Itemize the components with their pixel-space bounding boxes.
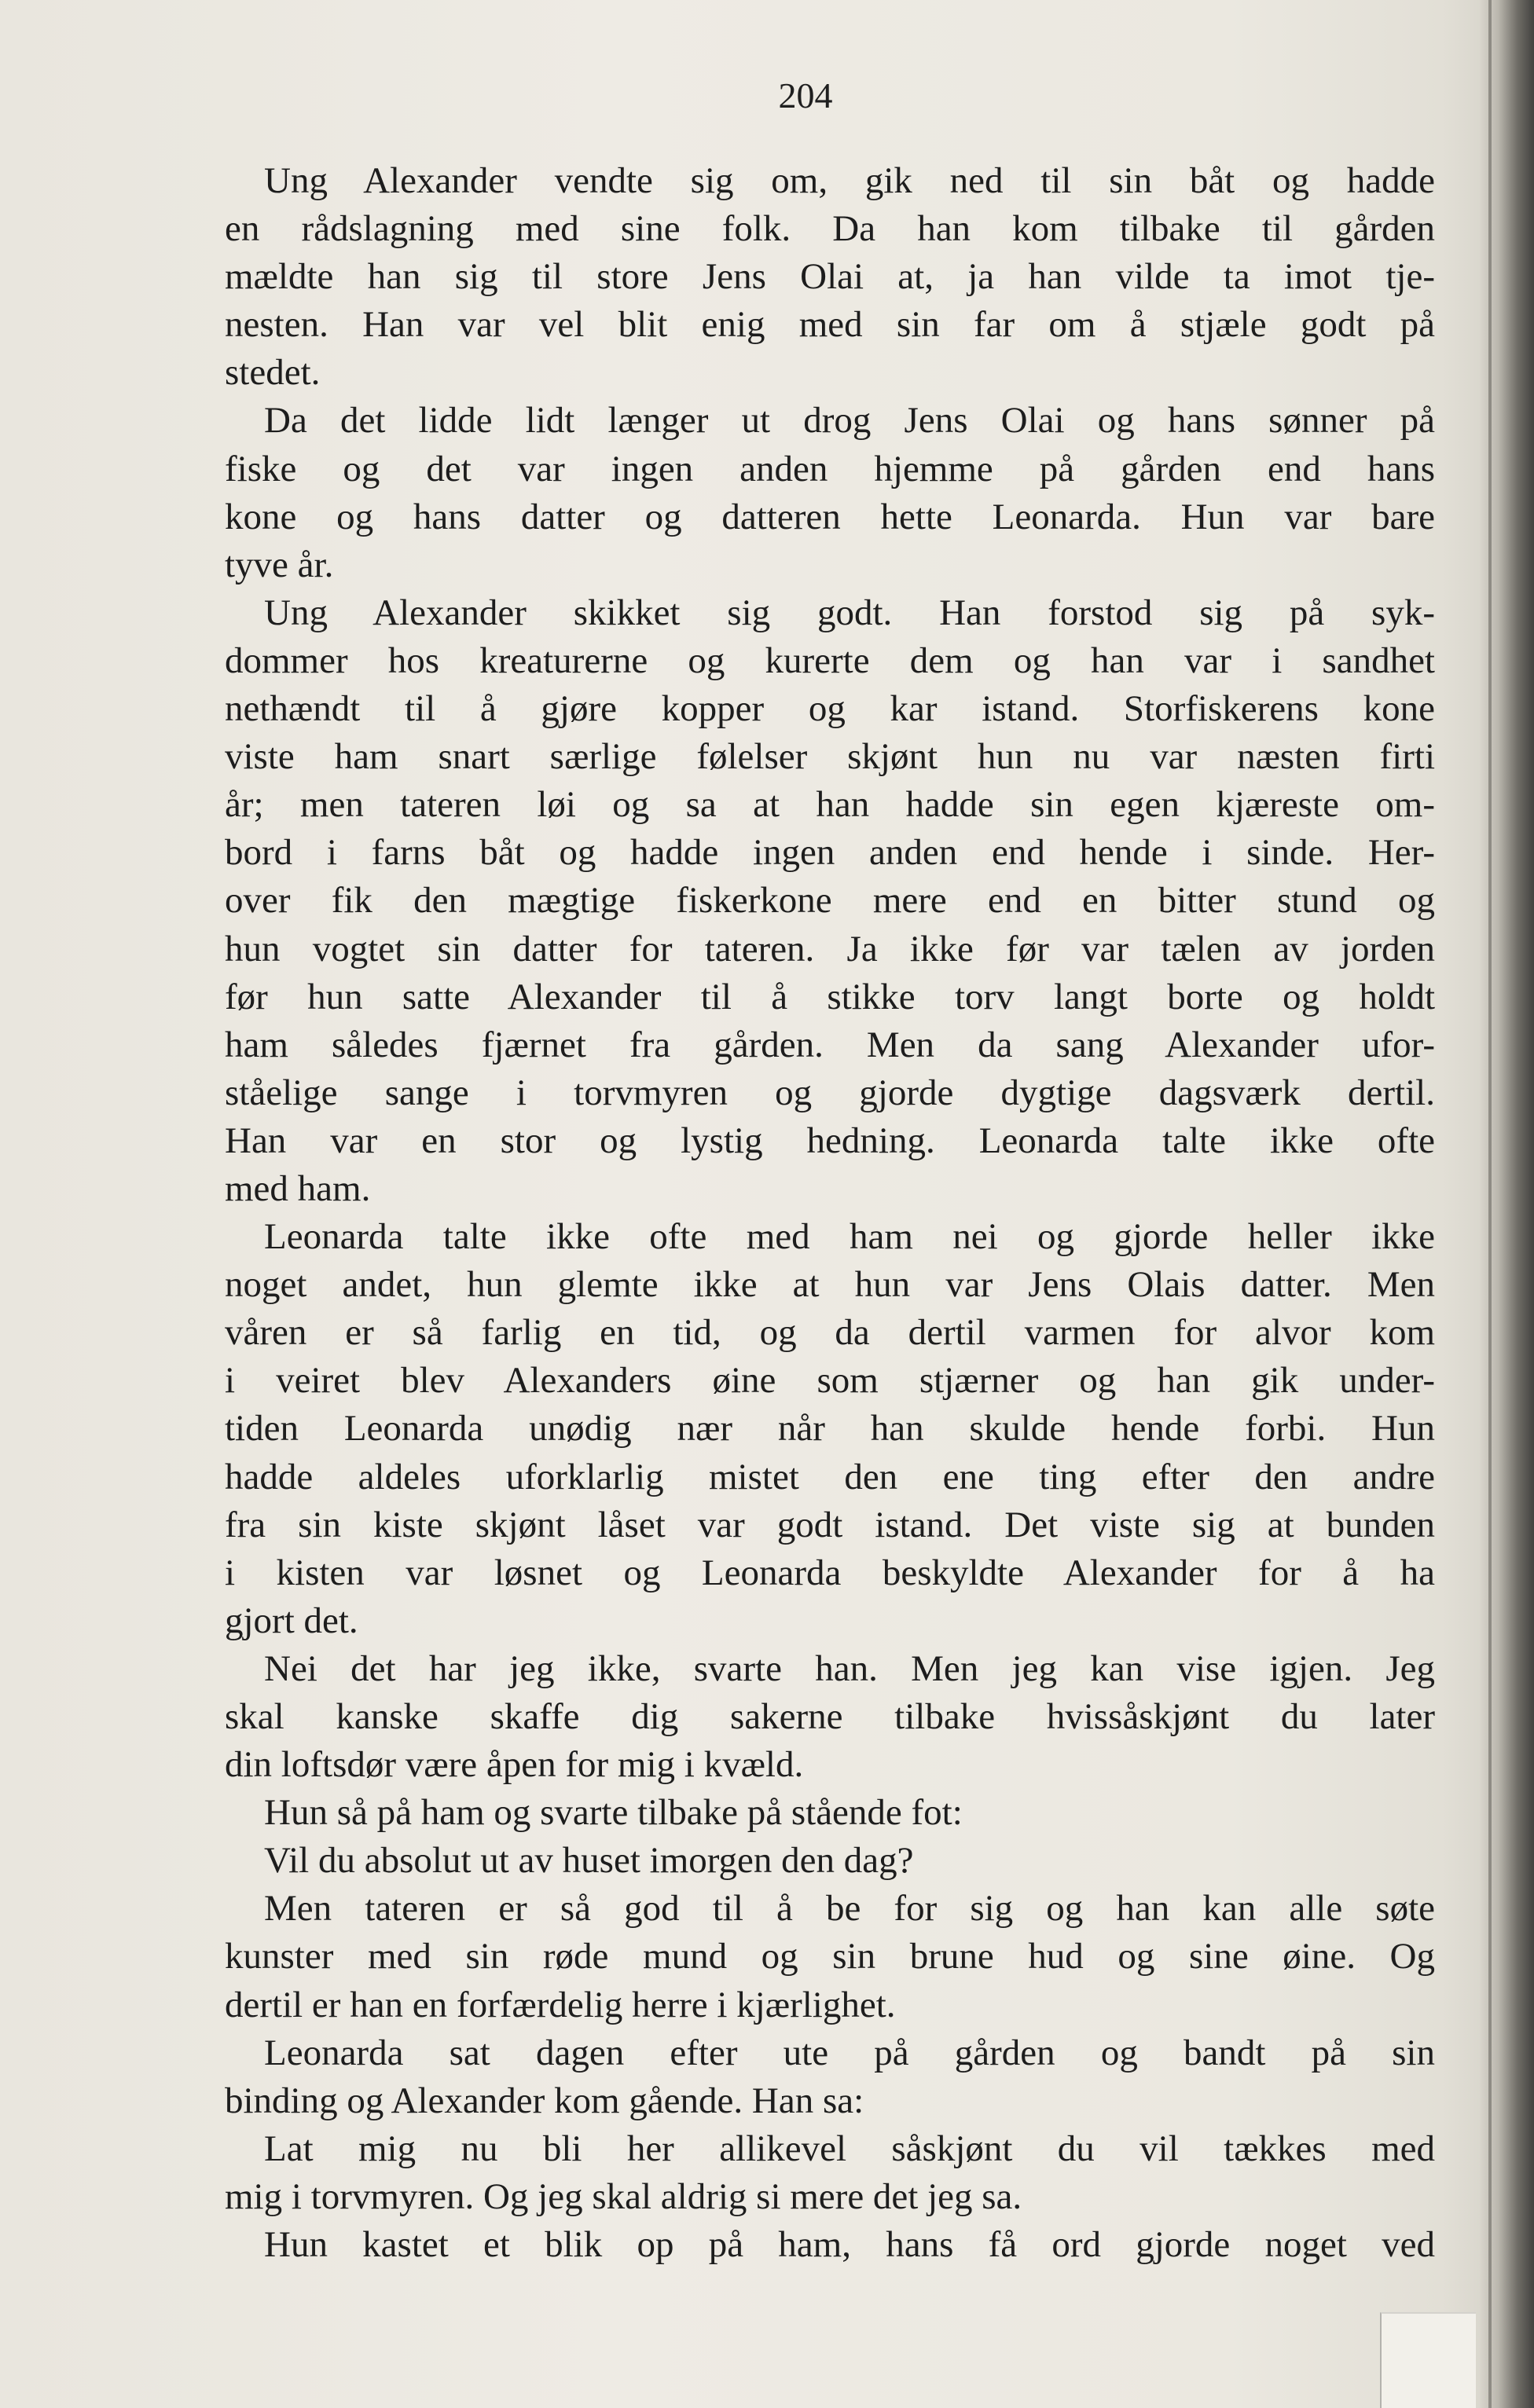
text-line: mig i torvmyren. Og jeg skal aldrig si mere det jeg sa.: [225, 2175, 1022, 2217]
text-line: Nei det har jeg ikke, svarte han. Men jeg kan vise igjen. Jeg: [264, 1647, 1435, 1689]
text-line: din loftsdør være åpen for mig i kvæld.: [225, 1744, 804, 1786]
text-line: hun vogtet sin datter for tateren. Ja ikke før var tælen av jorden: [225, 928, 1435, 969]
text-line: gjort det.: [225, 1600, 358, 1641]
text-line: Ung Alexander skikket sig godt. Han forstod sig på syk-: [264, 592, 1435, 633]
text-line: kone og hans datter og datteren hette Leonarda. Hun var bare: [225, 496, 1435, 537]
text-line: med ham.: [225, 1167, 371, 1209]
text-line: ham således fjærnet fra gården. Men da sang Alexander ufor-: [225, 1024, 1435, 1065]
bookmark-tab: [1380, 2312, 1476, 2408]
text-line: Leonarda sat dagen efter ute på gården og bandt på sin: [264, 2032, 1435, 2073]
binding-shadow: [1479, 0, 1534, 2408]
text-line: før hun satte Alexander til å stikke torv langt borte og holdt: [225, 976, 1435, 1017]
text-line: Ung Alexander vendte sig om, gik ned til sin båt og hadde: [264, 160, 1435, 201]
text-line: hadde aldeles uforklarlig mistet den ene ting efter den andre: [225, 1456, 1435, 1497]
text-line: skal kanske skaffe dig sakerne tilbake hvissåskjønt du later: [225, 1696, 1435, 1737]
text-line: Vil du absolut ut av huset imorgen den dag?: [264, 1840, 914, 1882]
text-line: våren er så farlig en tid, og da dertil varmen for alvor kom: [225, 1312, 1435, 1354]
text-line: nethændt til å gjøre kopper og kar istand. Storfiskerens kone: [225, 688, 1435, 730]
text-line: dertil er han en forfærdelig herre i kjærlighet.: [225, 1984, 896, 2025]
text-line: Men tateren er så god til å be for sig og han kan alle søte: [264, 1888, 1435, 1930]
text-line: nesten. Han var vel blit enig med sin far om å stjæle godt på: [225, 304, 1435, 346]
text-line: mældte han sig til store Jens Olai at, ja han vilde ta imot tje-: [225, 256, 1435, 298]
text-line: i veiret blev Alexanders øine som stjærner og han gik under-: [225, 1360, 1435, 1402]
text-line: noget andet, hun glemte ikke at hun var Jens Olais datter. Men: [225, 1264, 1435, 1306]
text-line: i kisten var løsnet og Leonarda beskyldte Alexander for å ha: [225, 1552, 1435, 1593]
text-line: Lat mig nu bli her allikevel såskjønt du vil tækkes med: [264, 2128, 1435, 2169]
text-line: Han var en stor og lystig hedning. Leonarda talte ikke ofte: [225, 1120, 1435, 1161]
text-line: Da det lidde lidt længer ut drog Jens Olai og hans sønner på: [264, 400, 1435, 442]
text-line: dommer hos kreaturerne og kurerte dem og han var i sandhet: [225, 640, 1435, 681]
text-line: tyve år.: [225, 544, 334, 585]
text-line: fra sin kiste skjønt låset var godt istand. Det viste sig at bunden: [225, 1504, 1435, 1545]
text-line: fiske og det var ingen anden hjemme på gården end hans: [225, 448, 1435, 489]
text-line: ståelige sange i torvmyren og gjorde dygtige dagsværk dertil.: [225, 1072, 1435, 1113]
body-text: [225, 157, 1435, 2269]
text-line: Leonarda talte ikke ofte med ham nei og gjorde heller ikke: [264, 1216, 1435, 1258]
text-line: Hun så på ham og svarte tilbake på stående fot:: [264, 1792, 963, 1834]
text-line: en rådslagning med sine folk. Da han kom tilbake til gården: [225, 208, 1435, 250]
text-line: Hun kastet et blik op på ham, hans få ord gjorde noget ved: [264, 2224, 1435, 2266]
page-edge: [1488, 0, 1492, 2408]
text-line: over fik den mægtige fiskerkone mere end en bitter stund og: [225, 880, 1435, 922]
page-number: 204: [778, 75, 833, 115]
text-line: år; men tateren løi og sa at han hadde sin egen kjæreste om-: [225, 784, 1435, 826]
text-line: bord i farns båt og hadde ingen anden end hende i sinde. Her-: [225, 832, 1435, 874]
text-line: binding og Alexander kom gående. Han sa:: [225, 2080, 864, 2121]
text-line: kunster med sin røde mund og sin brune hud og sine øine. Og: [225, 1936, 1435, 1977]
text-line: stedet.: [225, 352, 321, 394]
text-line: tiden Leonarda unødig nær når han skulde hende forbi. Hun: [225, 1408, 1435, 1450]
text-line: viste ham snart særlige følelser skjønt hun nu var næsten firti: [225, 736, 1435, 778]
